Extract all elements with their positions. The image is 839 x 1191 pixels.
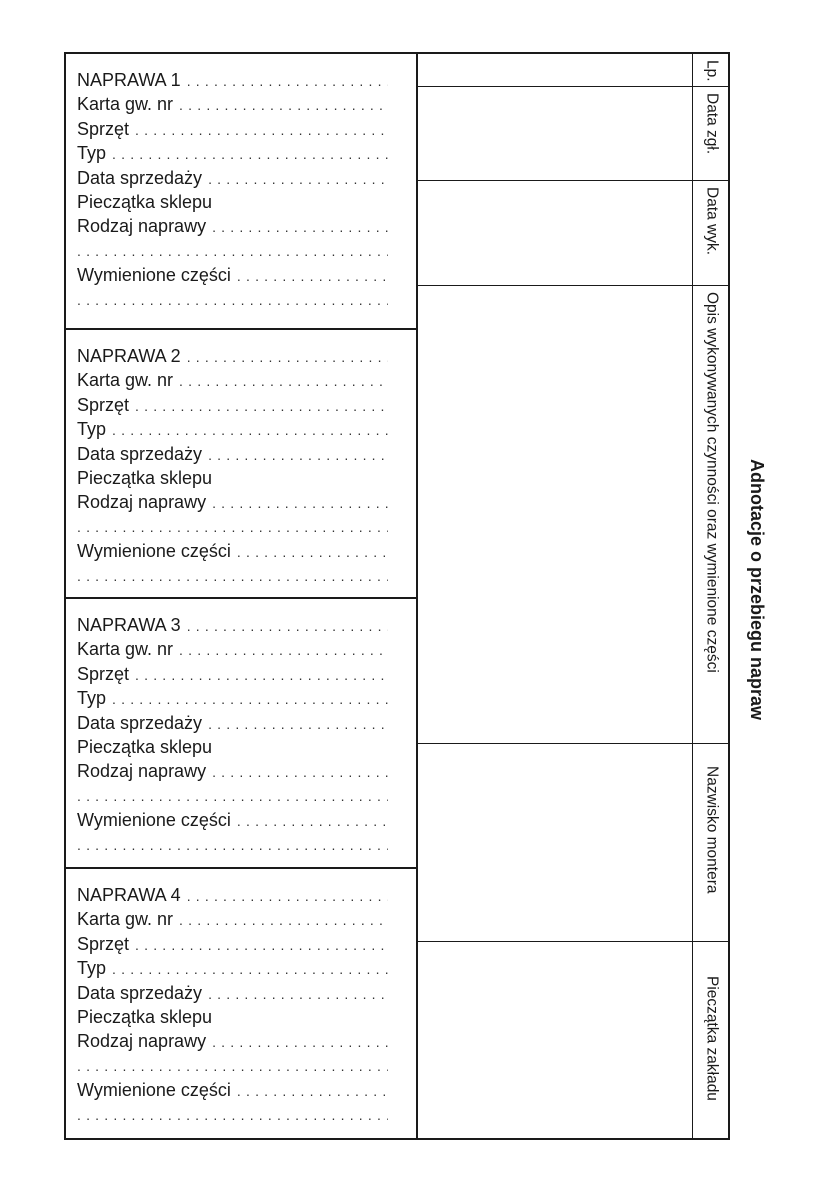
- repair-record-4: [66, 867, 416, 1138]
- equipment-field[interactable]: [135, 394, 388, 417]
- type-label: Typ: [77, 688, 107, 709]
- repair-type-field-continued[interactable]: [77, 515, 388, 539]
- entry-lp-cell[interactable]: [418, 54, 692, 87]
- replaced-parts-field-continued[interactable]: [77, 288, 388, 312]
- sale-date-field[interactable]: [208, 167, 388, 190]
- repair-log-table: [64, 52, 730, 1140]
- sale-date-field[interactable]: [208, 982, 388, 1005]
- type-label: Typ: [77, 143, 107, 164]
- repair-title: NAPRAWA 2: [77, 346, 181, 366]
- equipment-label: Sprzęt: [77, 933, 130, 954]
- repair-type-label: Rodzaj naprawy: [77, 492, 207, 513]
- fill-dots[interactable]: [187, 884, 388, 907]
- card-number-label: Karta gw. nr: [77, 370, 174, 391]
- equipment-field[interactable]: [135, 118, 388, 141]
- header-technician-name: [693, 744, 730, 942]
- card-number-label: Karta gw. nr: [77, 94, 174, 115]
- repair-type-field-continued[interactable]: [77, 1054, 388, 1078]
- repair-title-row: [77, 613, 416, 637]
- type-label: Typ: [77, 958, 107, 979]
- shop-stamp-label: Pieczątka sklepu: [77, 736, 213, 757]
- equipment-field[interactable]: [135, 933, 388, 956]
- annotation-entries-column: [418, 54, 692, 1138]
- replaced-parts-field-continued[interactable]: [77, 1103, 388, 1127]
- repair-records-column: [66, 54, 418, 1138]
- shop-stamp-label: Pieczątka sklepu: [77, 467, 213, 488]
- header-description: [693, 286, 730, 744]
- entry-technician-name-cell[interactable]: [418, 744, 692, 942]
- page-title: Adnotacje o przebiegu napraw: [747, 459, 767, 721]
- header-description-text: Opis wykonywanych czynności oraz wymienione części: [703, 292, 721, 673]
- entry-description-cell[interactable]: [418, 286, 692, 744]
- header-completion-date-text: Data wyk.: [703, 187, 721, 256]
- sale-date-field[interactable]: [208, 443, 388, 466]
- replaced-parts-label: Wymienione części: [77, 265, 231, 286]
- header-technician-name-text: Nazwisko montera: [703, 766, 721, 894]
- header-lp: [693, 54, 730, 87]
- sale-date-label: Data sprzedaży: [77, 982, 203, 1003]
- fill-dots[interactable]: [187, 345, 388, 368]
- type-field[interactable]: [112, 957, 388, 980]
- header-workshop-stamp: [693, 942, 730, 1138]
- shop-stamp-label: Pieczątka sklepu: [77, 191, 213, 212]
- header-completion-date: [693, 181, 730, 286]
- replaced-parts-label: Wymienione części: [77, 541, 231, 562]
- type-field[interactable]: [112, 687, 388, 710]
- sale-date-label: Data sprzedaży: [77, 167, 203, 188]
- repair-type-label: Rodzaj naprawy: [77, 1031, 207, 1052]
- replaced-parts-field[interactable]: [237, 264, 388, 287]
- repair-title-row: [77, 883, 416, 907]
- repair-title: NAPRAWA 4: [77, 885, 181, 905]
- repair-record-1: [66, 54, 416, 328]
- repair-record-2: [66, 328, 416, 598]
- header-report-date-text: Data zgł.: [703, 93, 721, 155]
- replaced-parts-label: Wymienione części: [77, 1080, 231, 1101]
- equipment-field[interactable]: [135, 663, 388, 686]
- type-field[interactable]: [112, 418, 388, 441]
- sale-date-label: Data sprzedaży: [77, 443, 203, 464]
- entry-completion-date-cell[interactable]: [418, 181, 692, 286]
- header-lp-text: Lp.: [703, 60, 721, 82]
- equipment-label: Sprzęt: [77, 118, 130, 139]
- repair-type-field[interactable]: [212, 215, 388, 238]
- card-number-field[interactable]: [179, 369, 388, 392]
- sale-date-field[interactable]: [208, 712, 388, 735]
- card-number-label: Karta gw. nr: [77, 909, 174, 930]
- replaced-parts-field-continued[interactable]: [77, 564, 388, 588]
- repair-title: NAPRAWA 3: [77, 615, 181, 635]
- replaced-parts-label: Wymienione części: [77, 810, 231, 831]
- replaced-parts-field-continued[interactable]: [77, 833, 388, 857]
- sale-date-label: Data sprzedaży: [77, 712, 203, 733]
- repair-title-row: [77, 68, 416, 92]
- card-number-field[interactable]: [179, 93, 388, 116]
- repair-title: NAPRAWA 1: [77, 70, 181, 90]
- header-workshop-stamp-text: Pieczątka zakładu: [703, 976, 721, 1101]
- repair-record-3: [66, 597, 416, 868]
- equipment-label: Sprzęt: [77, 663, 130, 684]
- replaced-parts-field[interactable]: [237, 1079, 388, 1102]
- replaced-parts-field[interactable]: [237, 809, 388, 832]
- card-number-field[interactable]: [179, 908, 388, 931]
- equipment-label: Sprzęt: [77, 394, 130, 415]
- shop-stamp-label: Pieczątka sklepu: [77, 1006, 213, 1027]
- card-number-field[interactable]: [179, 638, 388, 661]
- card-number-label: Karta gw. nr: [77, 639, 174, 660]
- type-label: Typ: [77, 419, 107, 440]
- type-field[interactable]: [112, 142, 388, 165]
- header-report-date: [693, 87, 730, 181]
- repair-title-row: [77, 344, 416, 368]
- replaced-parts-field[interactable]: [237, 540, 388, 563]
- repair-type-field[interactable]: [212, 760, 388, 783]
- entry-workshop-stamp-cell[interactable]: [418, 942, 692, 1138]
- repair-type-label: Rodzaj naprawy: [77, 761, 207, 782]
- repair-type-label: Rodzaj naprawy: [77, 216, 207, 237]
- fill-dots[interactable]: [187, 69, 388, 92]
- fill-dots[interactable]: [187, 614, 388, 637]
- entry-report-date-cell[interactable]: [418, 87, 692, 181]
- repair-type-field[interactable]: [212, 491, 388, 514]
- repair-type-field-continued[interactable]: [77, 239, 388, 263]
- repair-type-field-continued[interactable]: [77, 784, 388, 808]
- repair-type-field[interactable]: [212, 1030, 388, 1053]
- column-headers: [692, 54, 730, 1138]
